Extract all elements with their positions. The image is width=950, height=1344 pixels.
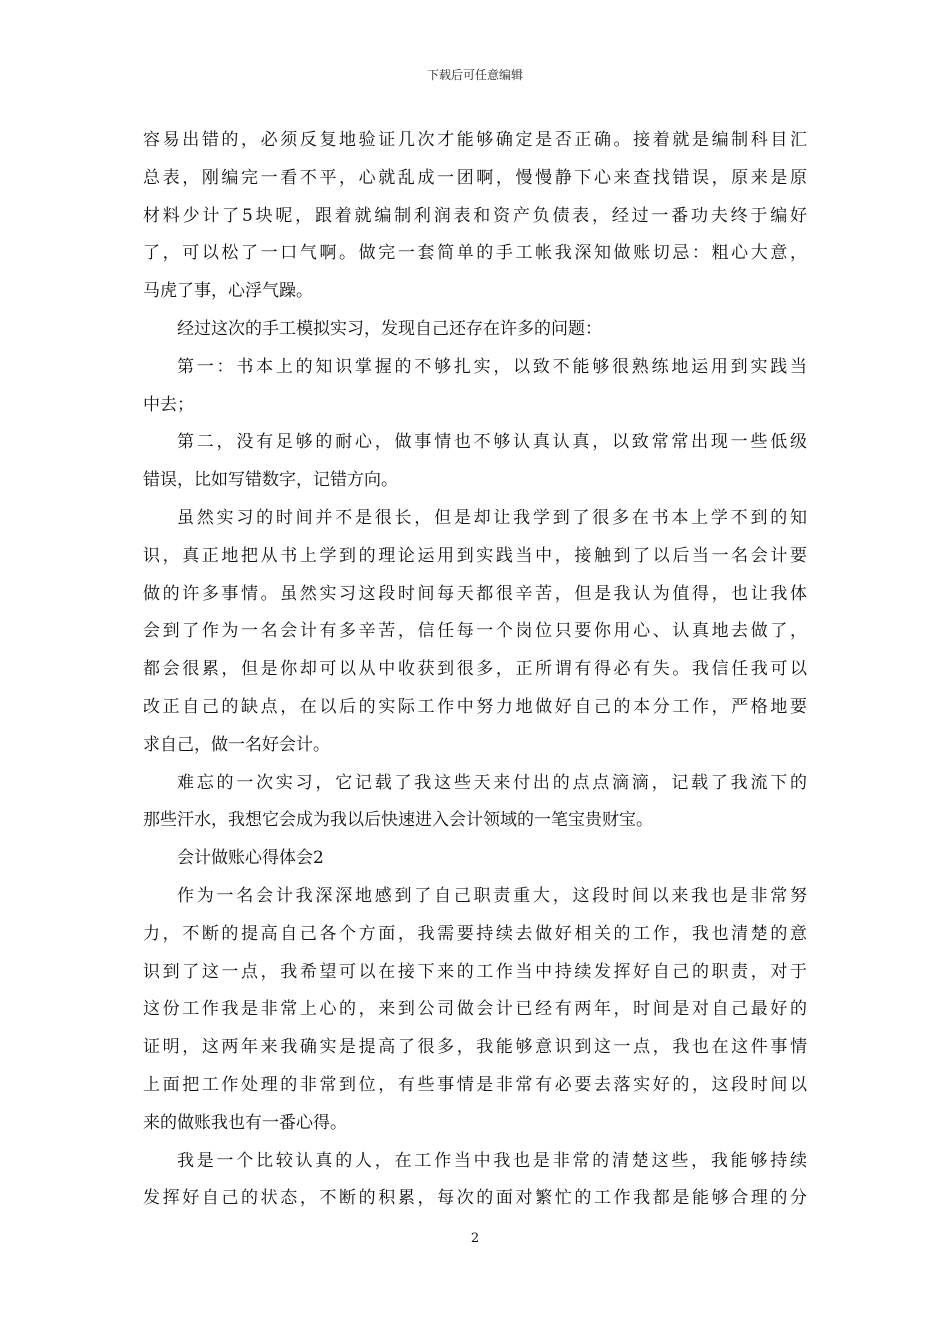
text-line: 中去； <box>143 394 194 415</box>
text-line: 第一：书本上的知识掌握的不够扎实，以致不能够很熟练地运用到实践当 <box>177 356 807 377</box>
text-line: 马虎了事，心浮气躁。 <box>143 281 313 302</box>
text-line: 材料少计了5块呢，跟着就编制利润表和资产负债表，经过一番功夫终于编好 <box>143 205 807 226</box>
text-line: 会到了作为一名会计有多辛苦，信任每一个岗位只要你用心、认真地去做了， <box>143 621 807 642</box>
text-line: 改正自己的缺点，在以后的实际工作中努力地做好自己的本分工作，严格地要 <box>143 696 807 717</box>
text-line: 都会很累，但是你却可以从中收获到很多，正所谓有得必有失。我信任我可以 <box>143 659 807 680</box>
text-line: 求自己，做一名好会计。 <box>143 734 330 755</box>
text-line: 识，真正地把从书上学到的理论运用到实践当中，接触到了以后当一名会计要 <box>143 545 807 566</box>
section-heading: 会计做账心得体会2 <box>177 848 324 869</box>
text-line: 做的许多事情。虽然实习这段时间每天都很辛苦，但是我认为值得，也让我体 <box>143 583 807 604</box>
text-line: 虽然实习的时间并不是很长，但是却让我学到了很多在书本上学不到的知 <box>177 507 807 528</box>
text-line: 那些汗水，我想它会成为我以后快速进入会计领域的一笔宝贵财宝。 <box>143 810 653 831</box>
text-line: 识到了这一点，我希望可以在接下来的工作当中持续发挥好自己的职责，对于 <box>143 961 807 982</box>
text-line: 这份工作我是非常上心的，来到公司做会计已经有两年，时间是对自己最好的 <box>143 999 807 1020</box>
text-line: 发挥好自己的状态，不断的积累，每次的面对繁忙的工作我都是能够合理的分 <box>143 1188 807 1209</box>
text-line: 第二，没有足够的耐心，做事情也不够认真认真，以致常常出现一些低级 <box>177 432 807 453</box>
text-line: 上面把工作处理的非常到位，有些事情是非常有必要去落实好的，这段时间以 <box>143 1074 807 1095</box>
text-line: 错误，比如写错数字，记错方向。 <box>143 470 398 491</box>
page-header: 下载后可任意编辑 <box>426 68 523 82</box>
text-line: 总表，刚编完一看不平，心就乱成一团啊，慢慢静下心来查找错误，原来是原 <box>143 167 807 188</box>
text-line: 力，不断的提高自己各个方面，我需要持续去做好相关的工作，我也清楚的意 <box>143 923 807 944</box>
text-line: 作为一名会计我深深地感到了自己职责重大，这段时间以来我也是非常努 <box>177 885 807 906</box>
text-line: 来的做账我也有一番心得。 <box>143 1112 347 1133</box>
text-line: 证明，这两年来我确实是提高了很多，我能够意识到这一点，我也在这件事情 <box>143 1037 807 1058</box>
text-line: 经过这次的手工模拟实习，发现自己还存在许多的问题： <box>177 318 602 339</box>
text-line: 了，可以松了一口气啊。做完一套简单的手工帐我深知做账切忌：粗心大意， <box>143 243 807 264</box>
document-body <box>143 122 807 1218</box>
text-line: 难忘的一次实习，它记载了我这些天来付出的点点滴滴，记载了我流下的 <box>177 772 807 793</box>
page-number: 2 <box>470 1231 480 1246</box>
text-line: 我是一个比较认真的人，在工作当中我也是非常的清楚这些，我能够持续 <box>177 1150 807 1171</box>
text-line: 容易出错的，必须反复地验证几次才能够确定是否正确。接着就是编制科目汇 <box>143 130 807 150</box>
